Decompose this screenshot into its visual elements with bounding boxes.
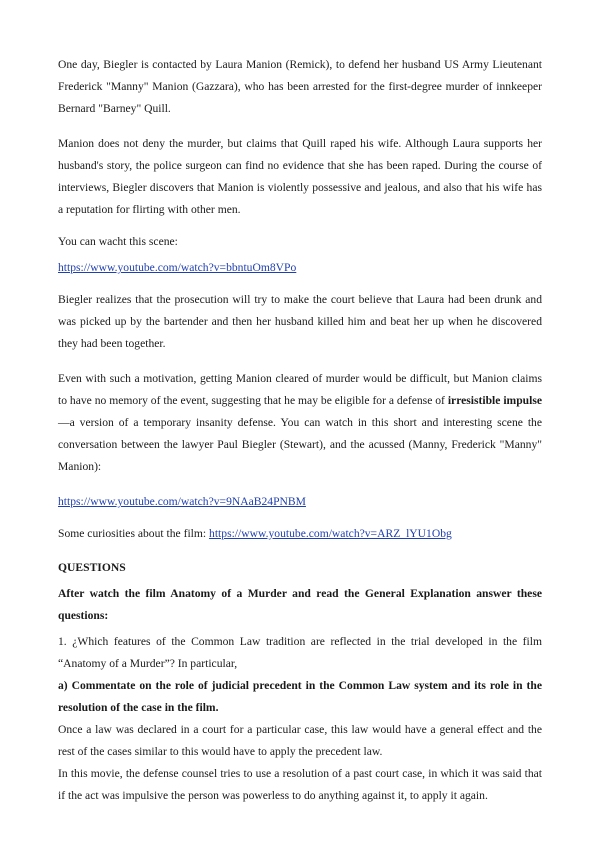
paragraph-manion-claim: Manion does not deny the murder, but claims that Quill raped his wife. Although Laura supports her husband's story, the police surgeon can find no evidence that she has been raped. During the course of interviews, Biegler discovers that Manion is violently possessive and jealous, and also that his wife has a reputation for flirting with other men. xyxy=(58,137,542,216)
defense-text-after: —a version of a temporary insanity defense. You can watch in this short and interesting scene the conversation between the lawyer Paul Biegler (Stewart), and the acussed (Manny, Frederick "Manny" Manion): xyxy=(58,416,542,473)
youtube-link-conversation[interactable]: https://www.youtube.com/watch?v=9NAaB24PNBM xyxy=(58,495,306,508)
paragraph-prosecution: Biegler realizes that the prosecution will try to make the court believe that Laura had been drunk and was picked up by the bartender and then her husband killed him and beat her up when he discovered they had been together. xyxy=(58,293,542,350)
paragraph-defense xyxy=(58,368,542,478)
youtube-link-scene[interactable]: https://www.youtube.com/watch?v=bbntuOm8VPo xyxy=(58,261,297,274)
paragraph-link1 xyxy=(58,257,542,279)
paragraph-case-intro: One day, Biegler is contacted by Laura Manion (Remick), to defend her husband US Army Lieutenant Frederick "Manny" Manion (Gazzara), who has been arrested for the first-degree murder of innkeeper Bernard "Barney" Quill. xyxy=(58,58,542,115)
curiosities-text: Some curiosities about the film: xyxy=(58,527,210,540)
irresistible-impulse-term: irresistible impulse xyxy=(447,394,542,407)
answer-paragraph-2: In this movie, the defense counsel tries to use a resolution of a past court case, in which it was said that if the act was impulsive the person was powerless to do anything against it, to apply it again. xyxy=(58,767,542,802)
question-1: 1. ¿Which features of the Common Law tradition are reflected in the trial developed in the film “Anatomy of a Murder”? In particular, xyxy=(58,635,542,670)
defense-text-before: Even with such a motivation, getting Manion cleared of murder would be difficult, but Manion claims to have no memory of the event, suggesting that he may be eligible for a defense of xyxy=(58,372,542,407)
questions-heading: QUESTIONS xyxy=(58,561,126,574)
answer-paragraph-1: Once a law was declared in a court for a particular case, this law would have a general effect and the rest of the cases similar to this would have to apply the precedent law. xyxy=(58,723,542,758)
youtube-link-curiosities[interactable]: https://www.youtube.com/watch?v=ARZ_lYU1Obg xyxy=(209,527,452,540)
question-1a: a) Commentate on the role of judicial precedent in the Common Law system and its role in the resolution of the case in the film. xyxy=(58,679,542,714)
paragraph-link2 xyxy=(58,491,542,513)
paragraph-watch-scene: You can wacht this scene: xyxy=(58,235,178,248)
paragraph-curiosities xyxy=(58,523,542,545)
questions-intro: After watch the film Anatomy of a Murder and read the General Explanation answer these questions: xyxy=(58,587,542,622)
